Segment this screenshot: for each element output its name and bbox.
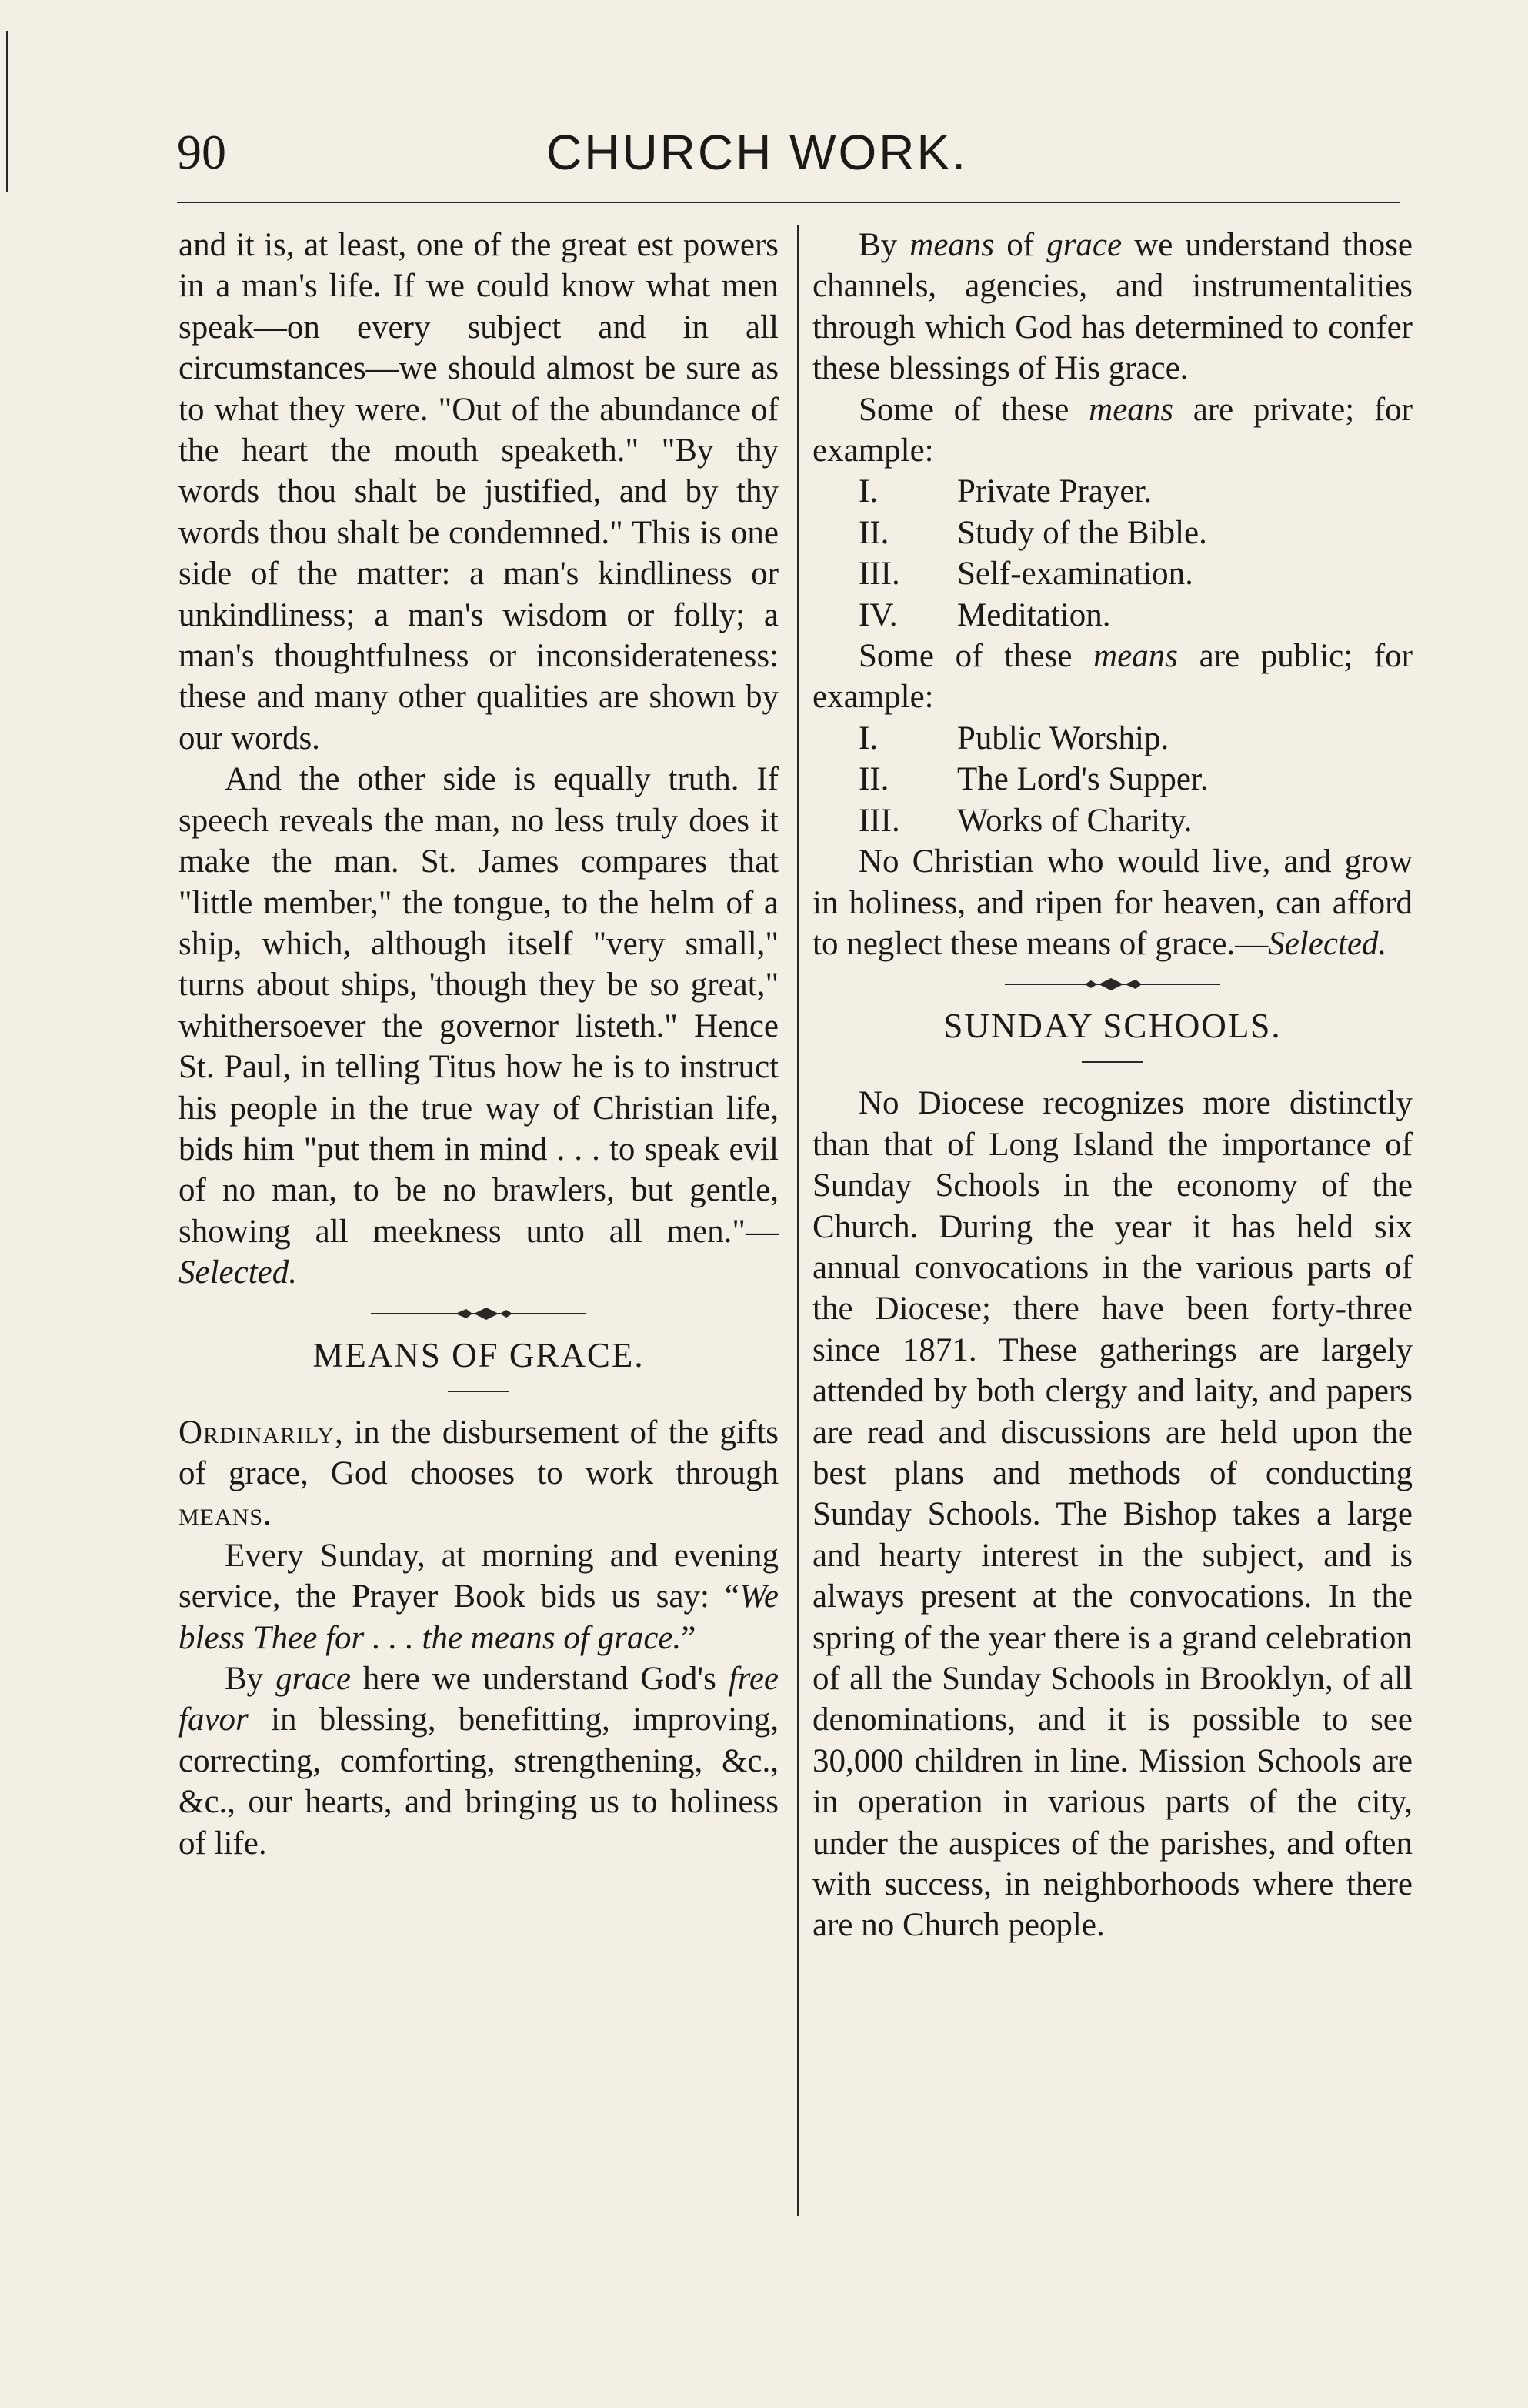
- emphasis: means: [1093, 638, 1178, 675]
- column-divider: [797, 225, 799, 2216]
- page-number: 90: [177, 125, 226, 179]
- text: in blessing, benefitting, improving, correcting, comforting, strengthening, &c., &c., our hearts, and bringing us to holiness of life.: [178, 1702, 779, 1862]
- paragraph: [178, 1535, 779, 1658]
- title-rule: [1082, 1061, 1143, 1063]
- emphasis: means: [1089, 391, 1174, 428]
- text: to speak evil of no man, to be no brawlers, but gentle, showing all meekness unto all men."—: [178, 1131, 779, 1250]
- text: .: [263, 1496, 272, 1533]
- paragraph: No Diocese recognizes more distinctly than that of Long Island the importance of Sunday Schools in the economy of the Church. During the year it has held six annual convocations in the various parts of the Diocese; there have been forty-three since 1871. These gatherings are largely attended by both clergy and laity, and papers are read and discussions are held upon the best plans and methods of conducting Sunday Schools. The Bishop takes a large and hearty interest in the subject, and is always present at the convocations. In the spring of the year there is a grand celebration of all the Sunday Schools in Brooklyn, of all denominations, and it is possible to see 30,000 children in line. Mission Schools are in operation in various parts of the city, under the auspices of the parishes, and often with success, in neighborhoods where there are no Church people.: [812, 1085, 1413, 1944]
- text: By: [225, 1661, 276, 1697]
- paragraph: [812, 225, 1413, 389]
- list-item: [812, 718, 1413, 759]
- list-number: I.: [859, 720, 879, 756]
- list-number: III.: [859, 556, 900, 593]
- list-item: [812, 595, 1413, 636]
- paragraph: and it is, at least, one of the great est powers in a man's life. If we could know what men speak—on every subject and in all circumstances—we should almost be sure as to what they were. "Out of the abundance of the heart the mouth speaketh." "By thy words thou shalt be justified, and by thy words thou shalt be condemned." This is one side of the matter: a man's kindliness or unkindliness; a man's wisdom or folly; a man's thoughtfulness or inconsiderateness: these and many other qualities are shown by our words.: [178, 227, 779, 756]
- paragraph: [812, 389, 1413, 472]
- text: here we understand God's: [350, 1661, 729, 1697]
- text: ”: [681, 1619, 696, 1656]
- list-label: Public Worship.: [957, 720, 1169, 756]
- text: , in the disbursement of the gifts of grace, God chooses to work through: [178, 1414, 779, 1491]
- emphasis: grace: [1046, 227, 1123, 263]
- list-number: II.: [859, 514, 889, 551]
- list-number: I.: [859, 473, 879, 510]
- list-label: The Lord's Supper.: [957, 761, 1209, 798]
- list-item: [812, 471, 1413, 512]
- text: Some of these: [859, 638, 1094, 675]
- quotation: We bless Thee for . . . the means of grace.: [178, 1578, 779, 1656]
- list-label: Self-examination.: [957, 556, 1193, 593]
- section-title: MEANS OF GRACE.: [312, 1335, 645, 1374]
- emphasis: means: [909, 227, 995, 263]
- list-label: Works of Charity.: [957, 802, 1193, 839]
- header-rule: [177, 202, 1400, 203]
- ornament-divider-icon: [1005, 975, 1220, 994]
- ornament-divider-icon: [371, 1304, 586, 1323]
- paragraph: [178, 759, 779, 1293]
- paragraph: [812, 841, 1413, 964]
- text: Every Sunday, at morning and evening service, the Prayer Book bids us say: “: [178, 1537, 779, 1615]
- paragraph: [812, 636, 1413, 718]
- text: No Christian who would live, and grow in holiness, and ripen for heaven, can afford to neglect these means of grace.—: [812, 843, 1413, 962]
- emphasis: means: [178, 1496, 264, 1533]
- emphasis: grace: [275, 1661, 351, 1697]
- source-credit: Selected.: [178, 1254, 297, 1291]
- text: are private; for example:: [812, 391, 1413, 469]
- text: are public; for example:: [812, 638, 1413, 716]
- list-number: III.: [859, 802, 900, 839]
- text: of: [994, 227, 1047, 263]
- list-label: Meditation.: [957, 596, 1111, 633]
- list-item: [812, 513, 1413, 553]
- list-item: [812, 553, 1413, 594]
- text: Some of these: [859, 391, 1089, 428]
- right-column: [812, 225, 1413, 1946]
- emphasis: free favor: [178, 1661, 779, 1738]
- list-label: Study of the Bible.: [957, 514, 1207, 551]
- title-rule: [448, 1391, 509, 1392]
- left-column: [178, 225, 779, 1864]
- section-title: SUNDAY SCHOOLS.: [943, 1007, 1282, 1046]
- source-credit: Selected.: [1268, 925, 1387, 962]
- private-means-list: [812, 471, 1413, 636]
- text: we understand those channels, agencies, and instrumentalities through which God has determined to confer these blessings of His grace.: [812, 227, 1413, 387]
- paragraph: [178, 1658, 779, 1864]
- public-means-list: [812, 718, 1413, 841]
- text: By: [859, 227, 910, 263]
- list-item: [812, 759, 1413, 800]
- margin-rule: [6, 31, 8, 192]
- paragraph: [178, 1412, 779, 1535]
- list-number: II.: [859, 761, 889, 798]
- ellipsis: . . .: [547, 1131, 609, 1167]
- list-label: Private Prayer.: [957, 473, 1153, 510]
- running-title: CHURCH WORK.: [546, 125, 968, 180]
- list-number: IV.: [859, 596, 898, 633]
- lead-word: Ordinarily: [178, 1414, 335, 1451]
- list-item: [812, 800, 1413, 841]
- page-header: [177, 114, 1408, 199]
- text: And the other side is equally truth. If speech reveals the man, no less truly does it make the man. St. James compares that "little member," the tongue, to the helm of a ship, which, although itself "very small," turns about ships, 'though they be so great," whithersoever the governor listeth." Hence St. Paul, in telling Titus how he is to instruct his people in the true way of Christian life, bids him "put them in mind: [178, 761, 779, 1167]
